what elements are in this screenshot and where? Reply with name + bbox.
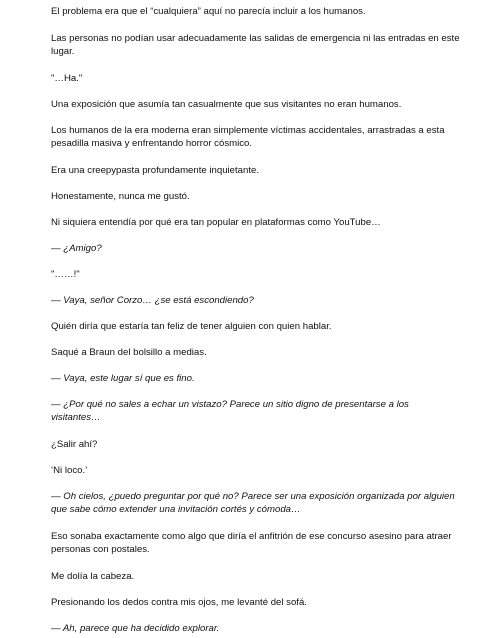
- paragraph: Me dolía la cabeza.: [51, 571, 135, 582]
- paragraph: Ni siquiera entendía por qué era tan popular en plataformas como YouTube…: [51, 217, 381, 228]
- paragraph: "……!": [51, 269, 80, 280]
- paragraph: Saqué a Braun del bolsillo a medias.: [51, 347, 207, 358]
- dialogue-line: — Vaya, este lugar sí que es fino.: [51, 373, 195, 384]
- dialogue-line: — ¿Por qué no sales a echar un vistazo? Parece un sitio digno de presentarse a los visitantes…: [51, 399, 409, 424]
- dialogue-line: — Ah, parece que ha decidido explorar.: [51, 623, 220, 634]
- paragraph: "…Ha.": [51, 73, 83, 84]
- paragraph: Las personas no podían usar adecuadamente las salidas de emergencia ni las entradas en este lugar.: [51, 33, 460, 58]
- paragraph: Los humanos de la era moderna eran simplemente víctimas accidentales, arrastradas a esta pesadilla masiva y enfrentando horror cósmico.: [51, 125, 445, 150]
- paragraph: ¿Salir ahí?: [51, 439, 98, 450]
- paragraph: Eso sonaba exactamente como algo que diría el anfitrión de ese concurso asesino para atraer personas con postales.: [51, 531, 452, 556]
- paragraph: Honestamente, nunca me gustó.: [51, 191, 190, 202]
- paragraph: Presionando los dedos contra mis ojos, me levanté del sofá.: [51, 597, 307, 608]
- paragraph: El problema era que el “cualquiera” aquí no parecía incluir a los humanos.: [51, 6, 366, 17]
- paragraph: Era una creepypasta profundamente inquietante.: [51, 165, 260, 176]
- dialogue-line: — Vaya, señor Corzo… ¿se está escondiendo?: [51, 295, 254, 306]
- dialogue-line: — ¿Amigo?: [51, 243, 102, 254]
- paragraph: Una exposición que asumía tan casualmente que sus visitantes no eran humanos.: [51, 99, 402, 110]
- paragraph: ‘Ni loco.’: [51, 465, 88, 476]
- dialogue-line: — Oh cielos, ¿puedo preguntar por qué no? Parece ser una exposición organizada por alguien que sabe cómo extender una invitación cortés y cómoda…: [51, 491, 455, 516]
- paragraph: Quién diría que estaría tan feliz de tener alguien con quien hablar.: [51, 321, 332, 332]
